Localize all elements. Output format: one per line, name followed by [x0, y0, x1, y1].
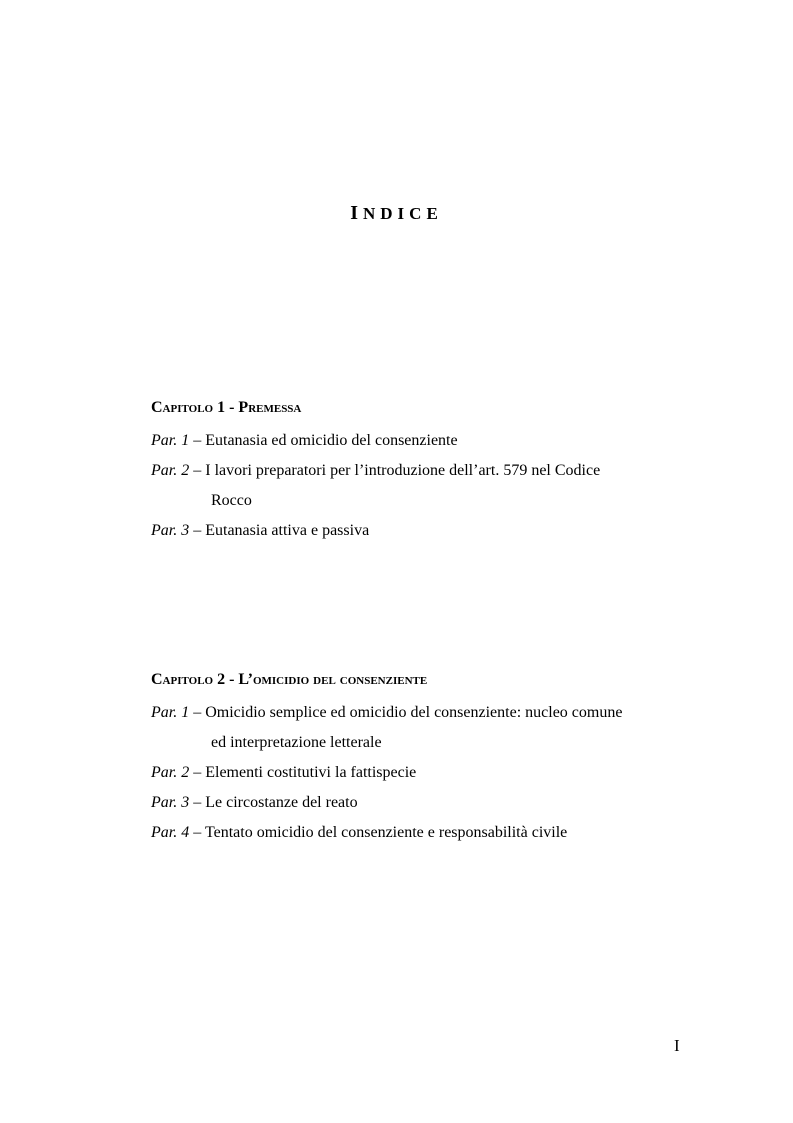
chapter-1-section [151, 396, 681, 546]
chapter-2-section [151, 668, 681, 848]
chapter-heading: Capitolo 2 - L’omicidio del consenziente [151, 671, 428, 688]
entry-dash: – [189, 764, 206, 781]
entry-dash: – [189, 522, 206, 539]
chapter-heading: Capitolo 1 - Premessa [151, 399, 302, 416]
entry-title: Omicidio semplice ed omicidio del consenziente: nucleo comune [205, 704, 623, 721]
paragraph-label: Par. 3 [151, 522, 190, 539]
entry-title: Elementi costitutivi la fattispecie [205, 764, 417, 781]
paragraph-label: Par. 2 [151, 462, 190, 479]
paragraph-label: Par. 4 [151, 824, 190, 841]
paragraph-label: Par. 2 [151, 764, 190, 781]
page-number: I [674, 1036, 680, 1055]
toc-entry [151, 516, 681, 546]
toc-entry [151, 758, 681, 788]
paragraph-label: Par. 1 [151, 704, 190, 721]
entry-title: Tentato omicidio del consenziente e responsabilità civile [204, 824, 568, 841]
toc-entry [151, 456, 681, 516]
entry-title: Le circostanze del reato [205, 794, 358, 811]
toc-entry [151, 698, 681, 758]
entry-title: Eutanasia attiva e passiva [205, 522, 370, 539]
entry-dash: – [189, 432, 206, 449]
entry-dash: – [189, 462, 206, 479]
paragraph-label: Par. 3 [151, 794, 190, 811]
paragraph-label: Par. 1 [151, 432, 190, 449]
page-title [0, 202, 793, 225]
entry-title-continuation: Rocco [211, 492, 252, 509]
toc-entry [151, 426, 681, 456]
entry-title-continuation: ed interpretazione letterale [211, 734, 382, 751]
toc-entry [151, 788, 681, 818]
entry-title: Eutanasia ed omicidio del consenziente [205, 432, 458, 449]
toc-entry [151, 818, 681, 848]
entry-dash: – [189, 794, 206, 811]
entry-title: I lavori preparatori per l’introduzione dell’art. 579 nel Codice [205, 462, 601, 479]
page-title-initial: I [350, 202, 363, 224]
entry-dash: – [189, 824, 205, 841]
page-title-rest: NDICE [363, 204, 443, 223]
entry-dash: – [189, 704, 206, 721]
